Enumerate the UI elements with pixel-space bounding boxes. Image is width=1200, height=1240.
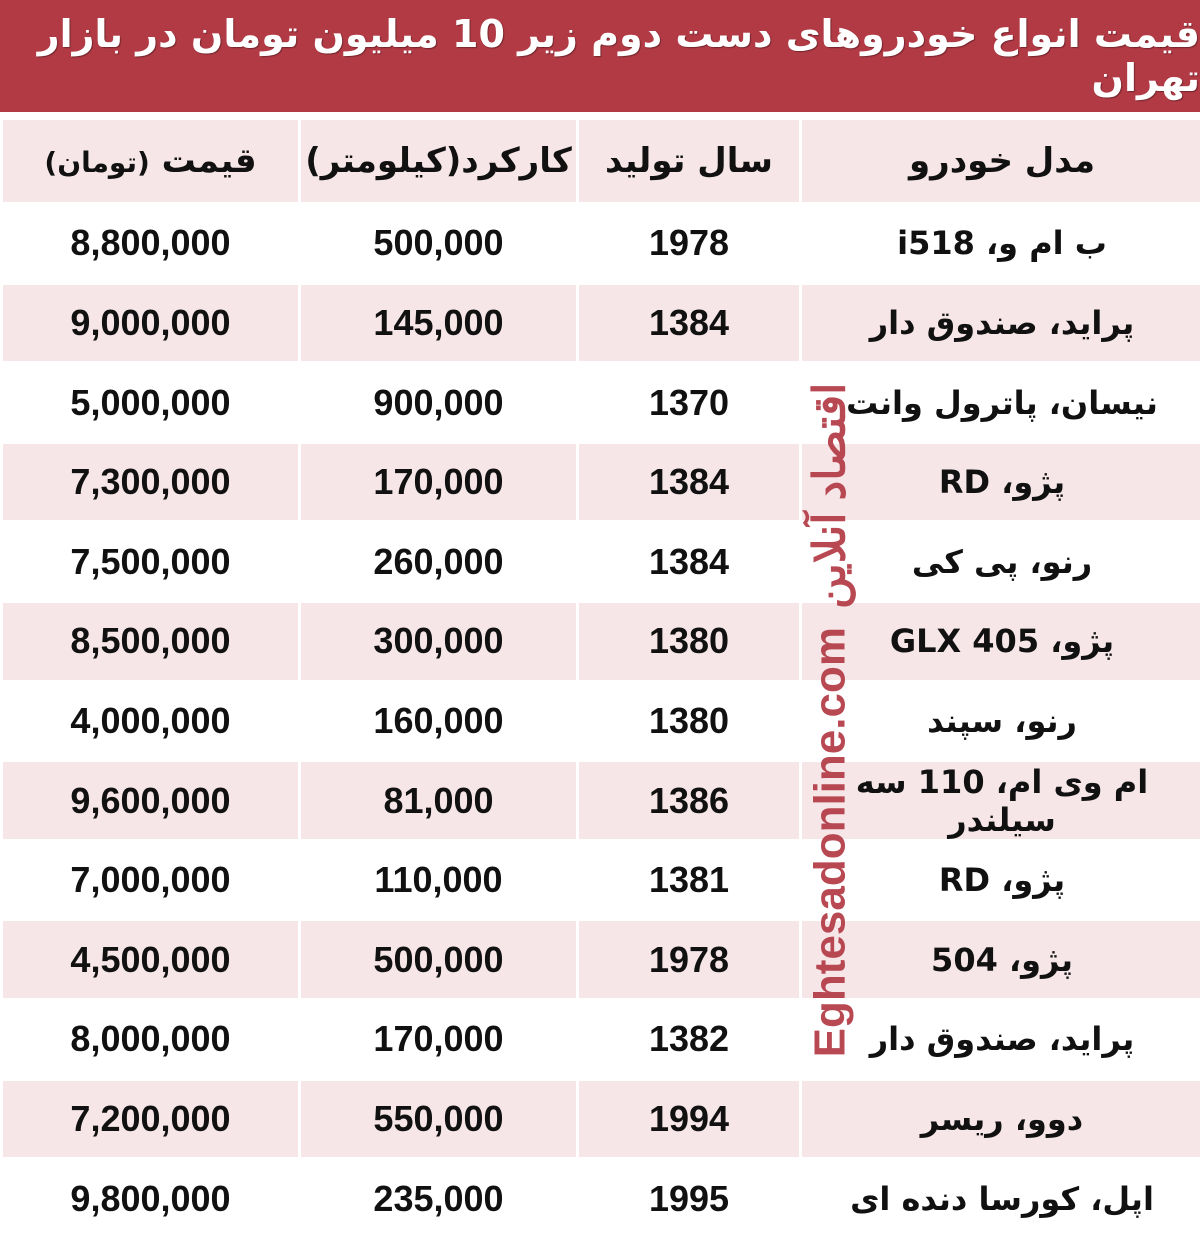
cell-mileage: 500,000 <box>301 921 576 998</box>
cell-year: 1995 <box>579 1160 799 1237</box>
cell-model: پراید، صندوق دار <box>802 285 1200 362</box>
cell-model: پراید، صندوق دار <box>802 1001 1200 1078</box>
table-row <box>3 762 1200 839</box>
cell-mileage: 300,000 <box>301 603 576 680</box>
table-header-row <box>3 120 1200 202</box>
cell-mileage: 235,000 <box>301 1160 576 1237</box>
cell-year: 1386 <box>579 762 799 839</box>
cell-price: 4,000,000 <box>3 683 298 760</box>
table-row <box>3 842 1200 919</box>
header-price <box>3 120 298 202</box>
cell-year: 1381 <box>579 842 799 919</box>
header-price-label: قیمت <box>161 141 257 181</box>
cell-model: پژو، RD <box>802 842 1200 919</box>
table-row <box>3 364 1200 441</box>
cell-price: 8,500,000 <box>3 603 298 680</box>
cell-price: 4,500,000 <box>3 921 298 998</box>
watermark-site: Eghtesadonline.com <box>805 627 855 1058</box>
table-row <box>3 921 1200 998</box>
title-bar <box>0 0 1200 112</box>
cell-year: 1382 <box>579 1001 799 1078</box>
cell-mileage: 500,000 <box>301 205 576 282</box>
cell-mileage: 170,000 <box>301 444 576 521</box>
cell-mileage: 260,000 <box>301 523 576 600</box>
header-price-unit: (تومان) <box>44 146 150 179</box>
cell-year: 1978 <box>579 921 799 998</box>
cell-year: 1370 <box>579 364 799 441</box>
cell-price: 9,800,000 <box>3 1160 298 1237</box>
cell-mileage: 110,000 <box>301 842 576 919</box>
cell-model: رنو، سپند <box>802 683 1200 760</box>
header-model: مدل خودرو <box>802 120 1200 202</box>
cell-model: پژو، 504 <box>802 921 1200 998</box>
cell-price: 9,600,000 <box>3 762 298 839</box>
cell-price: 7,500,000 <box>3 523 298 600</box>
cell-year: 1384 <box>579 523 799 600</box>
table-row <box>3 285 1200 362</box>
cell-year: 1978 <box>579 205 799 282</box>
cell-mileage: 550,000 <box>301 1081 576 1158</box>
cell-model: اپل، کورسا دنده ای <box>802 1160 1200 1237</box>
header-mileage: کارکرد(کیلومتر) <box>301 120 576 202</box>
cell-price: 8,800,000 <box>3 205 298 282</box>
cell-mileage: 160,000 <box>301 683 576 760</box>
cell-price: 7,200,000 <box>3 1081 298 1158</box>
cell-mileage: 145,000 <box>301 285 576 362</box>
table-row <box>3 1081 1200 1158</box>
watermark-brand: اقتصاد آنلاین <box>805 382 855 610</box>
cell-year: 1994 <box>579 1081 799 1158</box>
table-row <box>3 523 1200 600</box>
cell-year: 1380 <box>579 683 799 760</box>
cell-year: 1384 <box>579 285 799 362</box>
cell-model: نیسان، پاترول وانت <box>802 364 1200 441</box>
cell-model: ب ام و، i518 <box>802 205 1200 282</box>
cell-price: 9,000,000 <box>3 285 298 362</box>
cell-year: 1380 <box>579 603 799 680</box>
cell-price: 7,300,000 <box>3 444 298 521</box>
cell-model: پژو، 405 GLX <box>802 603 1200 680</box>
cell-model: رنو، پی کی <box>802 523 1200 600</box>
cell-mileage: 81,000 <box>301 762 576 839</box>
cell-price: 8,000,000 <box>3 1001 298 1078</box>
cell-model: پژو، RD <box>802 444 1200 521</box>
table-row <box>3 1160 1200 1237</box>
table-row <box>3 1001 1200 1078</box>
page-title: قیمت انواع خودروهای دست دوم زیر 10 میلیون تومان در بازار تهران <box>37 12 1200 100</box>
cell-model: ام وی ام، 110 سه سیلندر <box>802 762 1200 839</box>
header-year: سال تولید <box>579 120 799 202</box>
table-body <box>3 205 1200 1237</box>
cell-price: 5,000,000 <box>3 364 298 441</box>
table-row <box>3 205 1200 282</box>
car-price-table <box>0 117 1200 1240</box>
table-row <box>3 444 1200 521</box>
cell-price: 7,000,000 <box>3 842 298 919</box>
cell-model: دوو، ریسر <box>802 1081 1200 1158</box>
cell-year: 1384 <box>579 444 799 521</box>
table-row <box>3 683 1200 760</box>
cell-mileage: 170,000 <box>301 1001 576 1078</box>
cell-mileage: 900,000 <box>301 364 576 441</box>
table-row <box>3 603 1200 680</box>
